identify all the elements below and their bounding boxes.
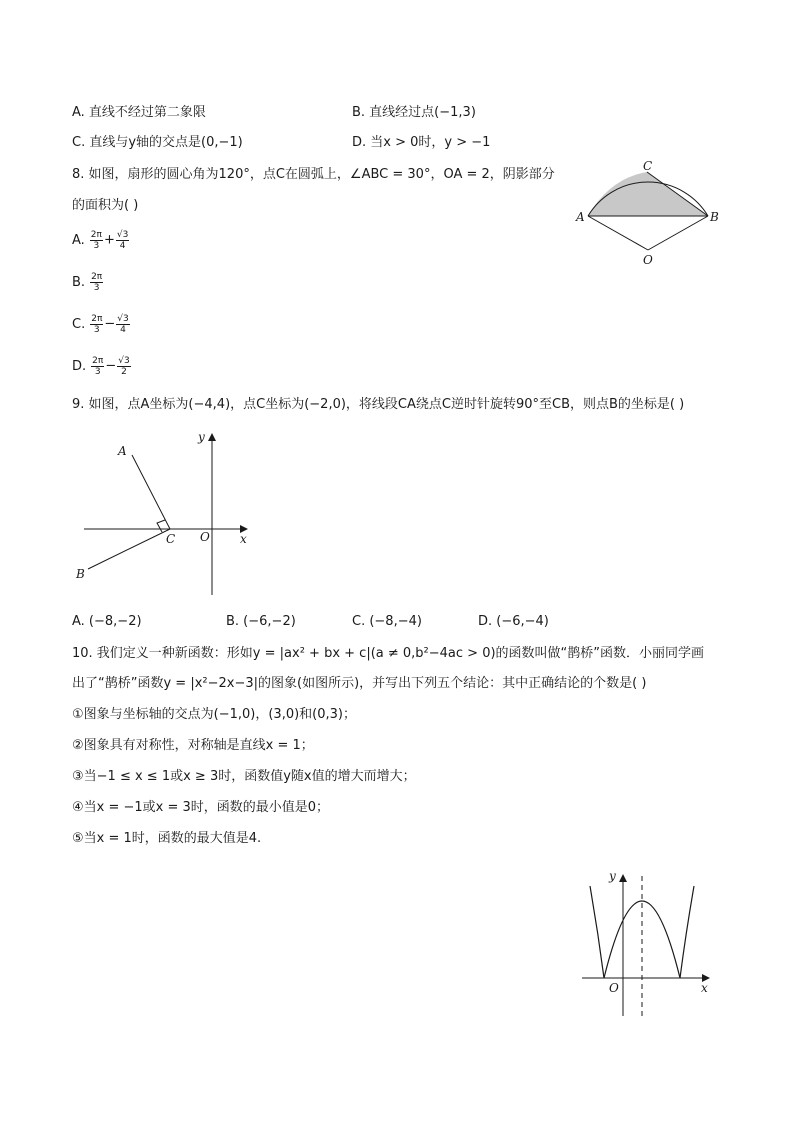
q8-label-b: B [710,210,719,224]
q9-stem: 9. 如图，点A坐标为(−4,4)，点C坐标为(−2,0)，将线段CA绕点C逆时针旋转90°至CB，则点B的坐标是( ) [72,397,685,412]
q8-option-b: B. $\frac{2\pi}{3}$ [72,272,103,293]
q9-label-b: B [76,567,85,581]
q8-shaded-region [588,172,708,216]
q10-graph-figure [572,866,722,1021]
q10-stem-line1: 10. 我们定义一种新函数：形如y = |ax² + bx + c|(a ≠ 0,b²−4ac > 0)的函数叫做“鹊桥”函数．小丽同学画 [72,646,705,661]
q10-item-2: ②图象具有对称性，对称轴是直线x = 1； [72,738,314,753]
q7-option-d: D. 当x > 0时，y > −1 [352,135,491,150]
q9-label-o: O [200,530,210,544]
q8-option-c: C. $\frac{2\pi}{3}$ − $\frac{√3}{4}$ [72,314,129,335]
q9-option-d: D. (−6,−4) [478,614,549,629]
q10-label-y: y [609,869,616,883]
q8-sector-figure [570,160,730,270]
q10-right-branch [680,886,694,978]
q10-label-o: O [609,981,619,995]
q8-stem-line1: 8. 如图，扇形的圆心角为120°，点C在圆弧上，∠ABC = 30°，OA = 2，阴影部分 [72,167,555,182]
q9-segment-cb [88,529,170,569]
q10-y-arrow-icon [619,874,627,882]
q8-label-o: O [643,253,653,267]
q9-option-a: A. (−8,−2) [72,614,142,629]
q8-label-a: A [576,210,585,224]
q8-radius-ob [648,216,708,250]
q9-y-arrow-icon [208,433,216,441]
q10-item-5: ⑤当x = 1时，函数的最大值是4. [72,831,262,846]
q9-label-c: C [166,532,176,546]
q9-segment-ca [132,455,170,529]
q8-radius-oa [588,216,648,250]
q7-option-c: C. 直线与y轴的交点是(0,−1) [72,135,243,150]
q9-right-angle-mark [157,520,165,532]
q8-option-a: A. $\frac{2\pi}{3}$ + $\frac{√3}{4}$ [72,230,129,251]
q7-option-a: A. 直线不经过第二象限 [72,105,206,120]
q8-label-c: C [643,160,653,173]
q9-label-x: x [240,532,247,546]
q9-coordinate-figure [70,425,260,600]
q10-stem-line2: 出了“鹊桥”函数y = |x²−2x−3|的图象(如图所示)，并写出下列五个结论：其中正确结论的个数是( ) [72,676,647,691]
q8-stem-line2: 的面积为( ) [72,198,139,213]
q10-item-1: ①图象与坐标轴的交点为(−1,0)，(3,0)和(0,3)； [72,707,357,722]
q9-label-a: A [118,444,127,458]
q10-label-x: x [701,981,708,995]
q9-label-y: y [198,430,205,444]
q10-item-3: ③当−1 ≤ x ≤ 1或x ≥ 3时，函数值y随x值的增大而增大； [72,769,416,784]
q7-option-b: B. 直线经过点(−1,3) [352,105,476,120]
q9-option-c: C. (−8,−4) [352,614,422,629]
q8-option-d: D. $\frac{2\pi}{3}$ − $\frac{√3}{2}$ [72,356,130,377]
q9-option-b: B. (−6,−2) [226,614,296,629]
q10-left-branch [590,886,604,978]
q10-item-4: ④当x = −1或x = 3时，函数的最小值是0； [72,800,330,815]
